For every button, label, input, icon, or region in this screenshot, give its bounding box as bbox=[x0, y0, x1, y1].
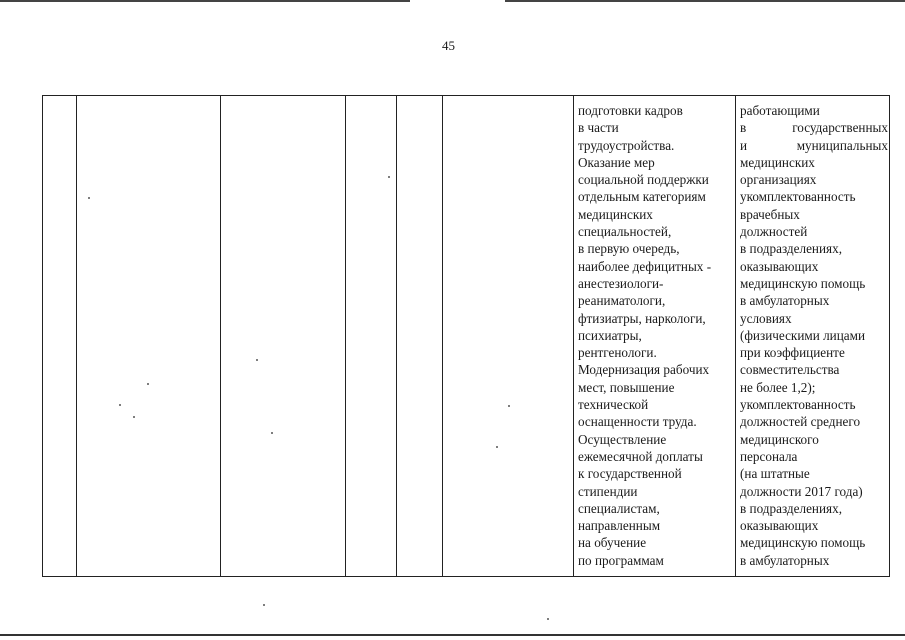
scan-speck bbox=[88, 197, 90, 199]
text-line: стипендии bbox=[578, 483, 638, 499]
scan-top-rule-left bbox=[0, 0, 410, 2]
scan-speck bbox=[388, 176, 390, 178]
column-divider bbox=[345, 96, 346, 576]
measures-column bbox=[578, 102, 730, 569]
column-divider bbox=[442, 96, 443, 576]
text-word: государственных bbox=[792, 120, 888, 136]
scan-speck bbox=[147, 383, 149, 385]
page-number: 45 bbox=[442, 38, 455, 53]
text-line: организациях bbox=[740, 172, 817, 188]
scan-speck bbox=[496, 446, 498, 448]
text-line: по программам bbox=[578, 552, 664, 568]
text-line: подготовки кадров bbox=[578, 103, 683, 118]
scan-bottom-rule bbox=[0, 634, 905, 636]
scan-speck bbox=[133, 416, 135, 418]
text-line: оказывающих bbox=[740, 518, 819, 534]
text-line-justified bbox=[740, 119, 888, 136]
text-word: и bbox=[740, 137, 748, 153]
column-divider bbox=[573, 96, 574, 576]
text-word: в bbox=[740, 120, 747, 136]
text-line: должности 2017 года) bbox=[740, 483, 863, 499]
text-line: в амбулаторных bbox=[740, 552, 830, 568]
text-line: в части bbox=[578, 120, 619, 136]
text-line: в подразделениях, bbox=[740, 500, 842, 516]
scan-speck bbox=[119, 404, 121, 406]
text-line: трудоустройства. bbox=[578, 137, 675, 153]
text-line: должностей среднего bbox=[740, 414, 861, 430]
text-line: укомплектованность bbox=[740, 189, 856, 205]
text-line: психиатры, bbox=[578, 327, 642, 343]
column-divider bbox=[889, 96, 890, 576]
text-line: оснащенности труда. bbox=[578, 414, 697, 430]
column-divider bbox=[76, 96, 77, 576]
scan-speck bbox=[263, 604, 265, 606]
column-divider bbox=[735, 96, 736, 576]
text-line: специалистам, bbox=[578, 500, 660, 516]
text-line: условиях bbox=[740, 310, 792, 326]
text-line: к государственной bbox=[578, 466, 682, 482]
text-line: фтизиатры, наркологи, bbox=[578, 310, 706, 326]
text-line-justified bbox=[740, 137, 888, 154]
indicators-column bbox=[740, 102, 888, 569]
scan-speck bbox=[508, 405, 510, 407]
text-line: рентгенологи. bbox=[578, 345, 657, 361]
text-line: должностей bbox=[740, 224, 808, 240]
text-line: наиболее дефицитных - bbox=[578, 258, 712, 274]
text-line: технической bbox=[578, 397, 649, 413]
text-line: медицинскую помощь bbox=[740, 535, 866, 551]
text-line: отдельным категориям bbox=[578, 189, 706, 205]
text-line: анестезиологи- bbox=[578, 275, 664, 291]
text-line: совместительства bbox=[740, 362, 840, 378]
text-line: медицинских bbox=[740, 154, 815, 170]
text-line: (на штатные bbox=[740, 466, 810, 482]
text-line: Осуществление bbox=[578, 431, 667, 447]
text-line: ежемесячной доплаты bbox=[578, 448, 703, 464]
text-line: персонала bbox=[740, 448, 798, 464]
text-line: специальностей, bbox=[578, 224, 672, 240]
text-line: направленным bbox=[578, 518, 661, 534]
scan-speck bbox=[256, 359, 258, 361]
text-word: муниципальных bbox=[796, 137, 888, 153]
text-line: медицинского bbox=[740, 431, 819, 447]
text-line: на обучение bbox=[578, 535, 647, 551]
text-line: в амбулаторных bbox=[740, 293, 830, 309]
text-line: не более 1,2); bbox=[740, 379, 816, 395]
text-line: в первую очередь, bbox=[578, 241, 680, 257]
text-line: мест, повышение bbox=[578, 379, 675, 395]
text-line: оказывающих bbox=[740, 258, 819, 274]
text-line: врачебных bbox=[740, 206, 800, 222]
text-line: укомплектованность bbox=[740, 397, 856, 413]
scan-speck bbox=[271, 432, 273, 434]
text-line: при коэффициенте bbox=[740, 345, 845, 361]
text-line: (физическими лицами bbox=[740, 327, 866, 343]
column-divider bbox=[220, 96, 221, 576]
column-divider bbox=[396, 96, 397, 576]
text-line: медицинскую помощь bbox=[740, 275, 866, 291]
scan-top-rule-right bbox=[505, 0, 905, 2]
document-table bbox=[42, 95, 890, 577]
text-line: Оказание мер bbox=[578, 154, 655, 170]
text-line: медицинских bbox=[578, 206, 653, 222]
scan-speck bbox=[547, 618, 549, 620]
text-line: в подразделениях, bbox=[740, 241, 842, 257]
text-line: работающими bbox=[740, 103, 820, 118]
text-line: реаниматологи, bbox=[578, 293, 666, 309]
text-line: социальной поддержки bbox=[578, 172, 709, 188]
text-line: Модернизация рабочих bbox=[578, 362, 710, 378]
